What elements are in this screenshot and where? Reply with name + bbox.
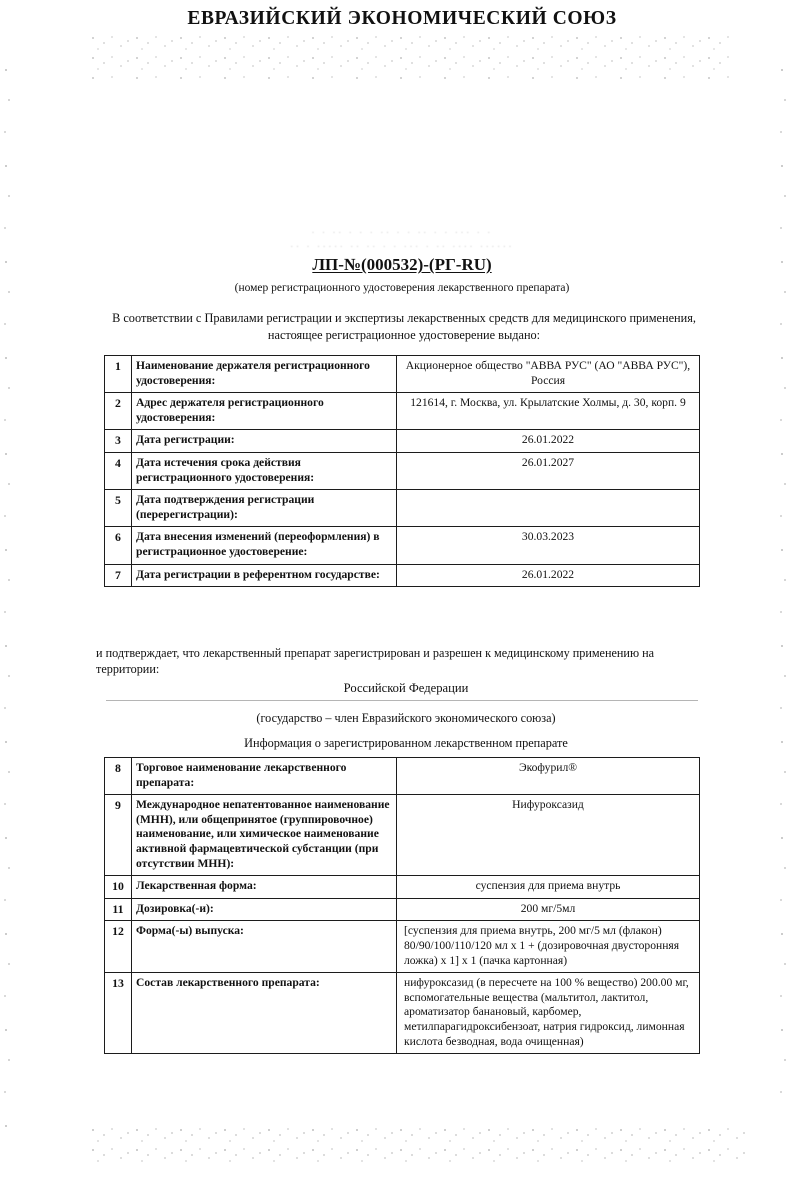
table-row	[105, 921, 700, 973]
row-label: Дата истечения срока действия регистрационного удостоверения:	[132, 452, 397, 489]
scan-noise-right-edge	[780, 60, 790, 1120]
row-label: Лекарственная форма:	[132, 876, 397, 899]
country-caption: (государство – член Евразийского экономического союза)	[256, 711, 556, 725]
scan-noise-left-edge	[4, 60, 14, 1140]
product-info-heading: Информация о зарегистрированном лекарственном препарате	[244, 736, 568, 750]
row-label: Торговое наименование лекарственного препарата:	[132, 758, 397, 795]
row-number: 6	[105, 527, 132, 564]
row-value: 200 мг/5мл	[397, 898, 700, 921]
row-label: Дата регистрации:	[132, 430, 397, 453]
row-value: 30.03.2023	[397, 527, 700, 564]
row-label: Адрес держателя регистрационного удостоверения:	[132, 393, 397, 430]
table-row	[105, 898, 700, 921]
product-details-table	[104, 757, 700, 1054]
table-row	[105, 490, 700, 527]
row-label: Состав лекарственного препарата:	[132, 973, 397, 1054]
scan-noise-top	[90, 34, 730, 80]
faded-scan-line-lower: ·· · ····· ·· ·· · · ··· · ·· ···· ······	[290, 242, 514, 253]
row-value: суспензия для приема внутрь	[397, 876, 700, 899]
table-row	[105, 452, 700, 489]
table-row	[105, 564, 700, 587]
row-value: [суспензия для приема внутрь, 200 мг/5 мл (флакон) 80/90/100/110/120 мл х 1 + (дозировочная двусторонняя ложка) х 1] х 1 (пачка картонная)	[397, 921, 700, 973]
row-label: Форма(-ы) выпуска:	[132, 921, 397, 973]
row-label: Наименование держателя регистрационного удостоверения:	[132, 356, 397, 393]
row-number: 4	[105, 452, 132, 489]
table-row	[105, 795, 700, 876]
row-label: Дата внесения изменений (переоформления) в регистрационное удостоверение:	[132, 527, 397, 564]
row-number: 2	[105, 393, 132, 430]
row-number: 13	[105, 973, 132, 1054]
row-number: 7	[105, 564, 132, 587]
row-value: Нифуроксазид	[397, 795, 700, 876]
page-title: ЕВРАЗИЙСКИЙ ЭКОНОМИЧЕСКИЙ СОЮЗ	[187, 8, 617, 29]
row-number: 3	[105, 430, 132, 453]
holder-details-table-body	[105, 356, 700, 587]
row-value: Акционерное общество "АВВА РУС" (АО "АВВА РУС"), Россия	[397, 356, 700, 393]
intro-paragraph: В соответствии с Правилами регистрации и экспертизы лекарственных средств для медицинского применения, настоящее регистрационное удостоверение выдано:	[112, 311, 696, 342]
scan-noise-bottom	[90, 1126, 750, 1168]
row-number: 11	[105, 898, 132, 921]
row-number: 9	[105, 795, 132, 876]
registration-number-caption: (номер регистрационного удостоверения лекарственного препарата)	[234, 282, 570, 294]
row-value: 26.01.2027	[397, 452, 700, 489]
faded-scan-line-upper: · · ·· · · · ·· · · ·· · · ··· · ·	[311, 228, 493, 239]
row-label: Дозировка(-и):	[132, 898, 397, 921]
row-number: 12	[105, 921, 132, 973]
row-value: 26.01.2022	[397, 430, 700, 453]
row-value: 121614, г. Москва, ул. Крылатские Холмы, д. 30, корп. 9	[397, 393, 700, 430]
row-value: 26.01.2022	[397, 564, 700, 587]
row-number: 10	[105, 876, 132, 899]
row-value: нифуроксазид (в пересчете на 100 % вещество) 200.00 мг, вспомогательные вещества (мальтитол, лактитол, ароматизатор банановый, карбомер, метилпарагидроксибензоат, натрия гидроксид, лимонная кислота безводная, вода очищенная)	[397, 973, 700, 1054]
row-value	[397, 490, 700, 527]
country-name-underline	[106, 700, 698, 701]
table-row	[105, 876, 700, 899]
table-row	[105, 430, 700, 453]
row-value: Экофурил®	[397, 758, 700, 795]
holder-details-table	[104, 355, 700, 587]
row-number: 8	[105, 758, 132, 795]
row-label: Дата регистрации в референтном государстве:	[132, 564, 397, 587]
row-number: 5	[105, 490, 132, 527]
row-number: 1	[105, 356, 132, 393]
table-row	[105, 527, 700, 564]
confirmation-paragraph: и подтверждает, что лекарственный препарат зарегистрирован и разрешен к медицинскому применению на территории:	[96, 646, 655, 676]
table-row	[105, 973, 700, 1054]
table-row	[105, 758, 700, 795]
row-label: Дата подтверждения регистрации (перерегистрации):	[132, 490, 397, 527]
table-row	[105, 393, 700, 430]
country-name: Российской Федерации	[343, 681, 469, 695]
product-details-table-body	[105, 758, 700, 1054]
table-row	[105, 356, 700, 393]
registration-number: ЛП-№(000532)-(РГ-RU)	[312, 255, 492, 274]
row-label: Международное непатентованное наименование (МНН), или общепринятое (группировочное) наименование, или химическое наименование активной фармацевтической субстанции (при отсутствии МНН):	[132, 795, 397, 876]
